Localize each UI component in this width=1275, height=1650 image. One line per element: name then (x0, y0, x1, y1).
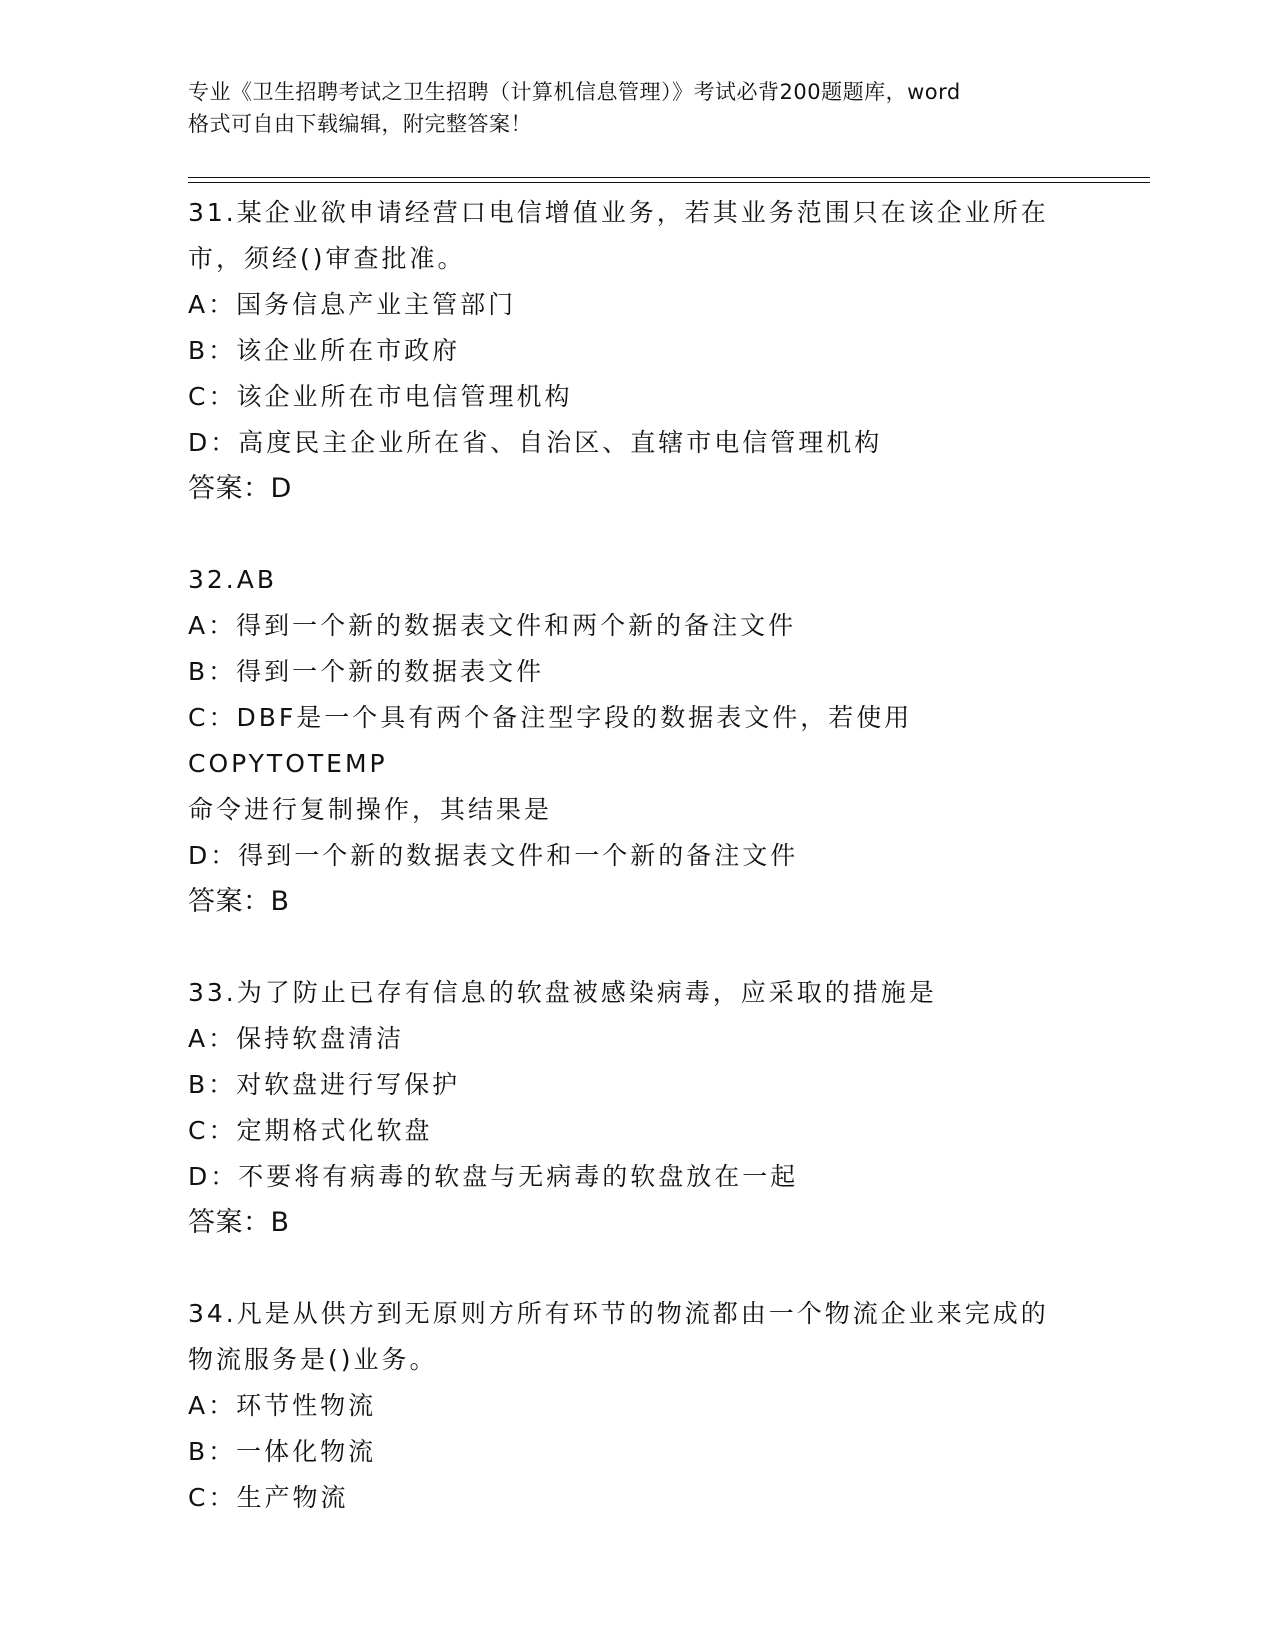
question-31 (188, 190, 1088, 557)
answer-key: 答案：B (188, 1207, 290, 1238)
answer-option: B：一体化物流 (188, 1437, 377, 1466)
question-stem-line: 市，须经()审查批准。 (188, 244, 466, 273)
question-spacer (188, 1246, 1088, 1291)
answer-option: 命令进行复制操作，其结果是 (188, 795, 553, 824)
question-stem-line: 34.凡是从供方到无原则方所有环节的物流都由一个物流企业来完成的 (188, 1299, 1049, 1328)
document-header (188, 76, 1088, 140)
question-spacer (188, 925, 1088, 970)
question-stem-line: 33.为了防止已存有信息的软盘被感染病毒，应采取的措施是 (188, 978, 937, 1007)
header-line-1: 专业《卫生招聘考试之卫生招聘（计算机信息管理）》考试必背200题题库，word (188, 80, 961, 104)
answer-option: A：得到一个新的数据表文件和两个新的备注文件 (188, 611, 797, 640)
answer-key: 答案：D (188, 473, 292, 504)
answer-option: A：国务信息产业主管部门 (188, 290, 517, 319)
answer-option: B：该企业所在市政府 (188, 336, 461, 365)
answer-option: D：不要将有病毒的软盘与无病毒的软盘放在一起 (188, 1162, 799, 1191)
answer-option: D：得到一个新的数据表文件和一个新的备注文件 (188, 841, 799, 870)
question-34 (188, 1291, 1088, 1521)
answer-option: D：高度民主企业所在省、自治区、直辖市电信管理机构 (188, 428, 883, 457)
answer-option: C：该企业所在市电信管理机构 (188, 382, 573, 411)
header-line-2: 格式可自由下载编辑，附完整答案！ (188, 112, 532, 136)
question-stem-line: 物流服务是()业务。 (188, 1345, 438, 1374)
header-divider-top (188, 177, 1150, 178)
answer-key: 答案：B (188, 886, 290, 917)
question-32 (188, 557, 1088, 970)
answer-option: C：DBF是一个具有两个备注型字段的数据表文件，若使用COPYTOTEMP (188, 703, 913, 778)
question-spacer (188, 512, 1088, 557)
answer-option: A：环节性物流 (188, 1391, 377, 1420)
answer-option: B：得到一个新的数据表文件 (188, 657, 545, 686)
question-33 (188, 970, 1088, 1291)
answer-option: A：保持软盘清洁 (188, 1024, 405, 1053)
header-divider-bottom (188, 182, 1150, 183)
answer-option: B：对软盘进行写保护 (188, 1070, 461, 1099)
question-stem-line: 31.某企业欲申请经营口电信增值业务，若其业务范围只在该企业所在 (188, 198, 1049, 227)
answer-option: C：定期格式化软盘 (188, 1116, 433, 1145)
question-stem-line: 32.AB (188, 565, 278, 594)
answer-option: C：生产物流 (188, 1483, 349, 1512)
question-list (188, 190, 1088, 1521)
